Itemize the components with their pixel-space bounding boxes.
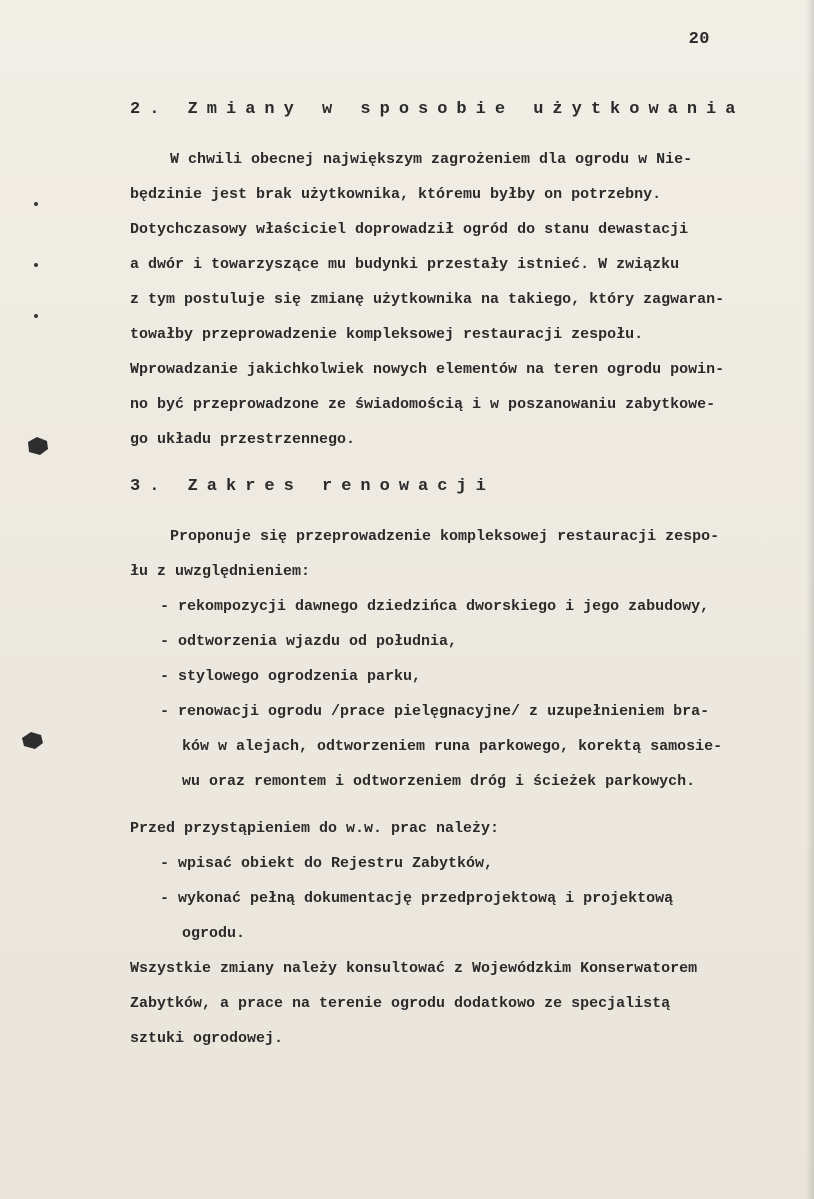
text-line: łu z uwzględnieniem:: [130, 563, 311, 580]
punch-hole-mark: [22, 732, 43, 749]
section-2-paragraph: [130, 142, 790, 457]
text-line: Wszystkie zmiany należy konsultować z Wojewódzkim Konserwatorem: [130, 960, 698, 977]
list-item-continuation: ków w alejach, odtworzeniem runa parkowego, korektą samosie-: [182, 738, 723, 755]
section-3-intro: [130, 519, 790, 589]
list-item: - wykonać pełną dokumentację przedprojektową i projektową: [160, 890, 674, 907]
section-3-heading: 3. Zakres renowacji: [130, 477, 495, 496]
list-item-continuation: ogrodu.: [182, 925, 246, 942]
before-works-label: Przed przystąpieniem do w.w. prac należy:: [130, 820, 500, 837]
text-line: sztuki ogrodowej.: [130, 1030, 284, 1047]
text-line: będzinie jest brak użytkownika, któremu byłby on potrzebny.: [130, 186, 662, 203]
text-line: Wprowadzanie jakichkolwiek nowych elementów na teren ogrodu powin-: [130, 361, 725, 378]
list-item: - stylowego ogrodzenia parku,: [160, 668, 422, 685]
text-line: no być przeprowadzone ze świadomością i w poszanowaniu zabytkowe-: [130, 396, 716, 413]
punch-hole-mark: [28, 437, 48, 455]
text-line: towałby przeprowadzenie kompleksowej restauracji zespołu.: [130, 326, 644, 343]
text-line: Proponuje się przeprowadzenie kompleksowej restauracji zespo-: [170, 528, 720, 545]
document-body: [130, 92, 790, 1056]
closing-paragraph: [130, 951, 790, 1056]
before-works-list: [130, 846, 790, 951]
section-2-heading: 2. Zmiany w sposobie użytkowania: [130, 100, 745, 119]
page-number: 20: [688, 30, 710, 49]
list-item: - wpisać obiekt do Rejestru Zabytków,: [160, 855, 494, 872]
text-line: Zabytków, a prace na terenie ogrodu dodatkowo ze specjalistą: [130, 995, 671, 1012]
margin-dot: [34, 263, 38, 267]
list-item-continuation: wu oraz remontem i odtworzeniem dróg i ścieżek parkowych.: [182, 773, 696, 790]
text-line: a dwór i towarzyszące mu budynki przestały istnieć. W związku: [130, 256, 680, 273]
text-line: W chwili obecnej największym zagrożeniem dla ogrodu w Nie-: [170, 151, 693, 168]
list-item: - odtworzenia wjazdu od południa,: [160, 633, 458, 650]
text-line: go układu przestrzennego.: [130, 431, 356, 448]
renovation-list: [130, 589, 790, 799]
text-line: z tym postuluje się zmianę użytkownika na takiego, który zagwaran-: [130, 291, 725, 308]
text-line: Dotychczasowy właściciel doprowadził ogród do stanu dewastacji: [130, 221, 689, 238]
list-item: - rekompozycji dawnego dziedzińca dworskiego i jego zabudowy,: [160, 598, 710, 615]
margin-dot: [34, 314, 38, 318]
list-item: - renowacji ogrodu /prace pielęgnacyjne/ z uzupełnieniem bra-: [160, 703, 710, 720]
margin-dot: [34, 202, 38, 206]
